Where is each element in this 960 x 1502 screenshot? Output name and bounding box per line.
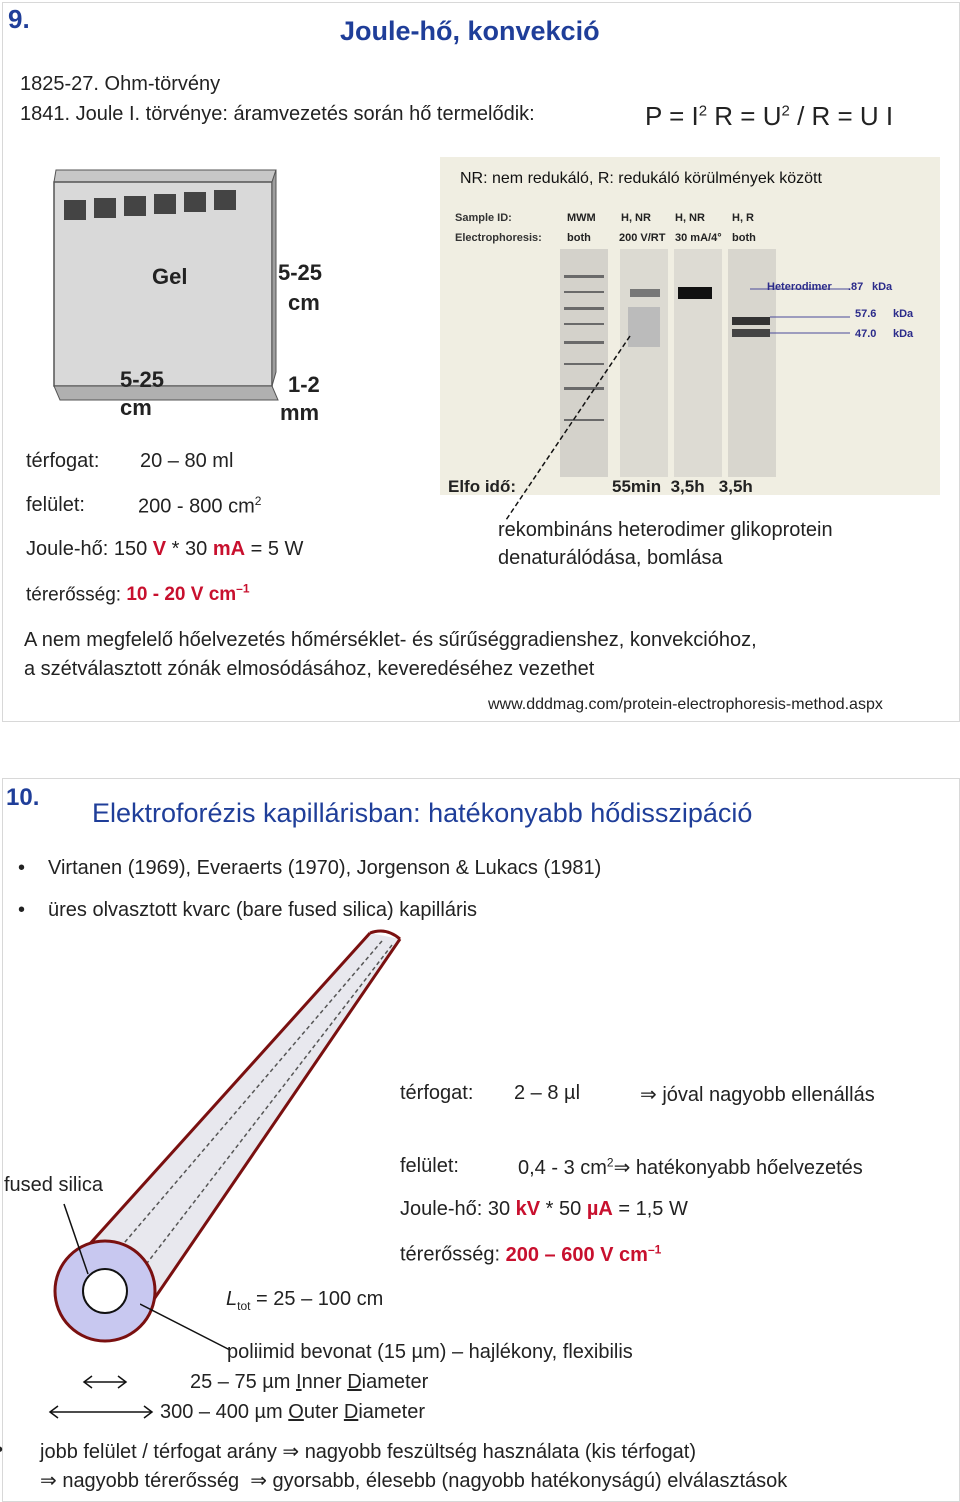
- joule-label: Joule-hő:: [26, 538, 109, 560]
- joule-part: 150: [108, 538, 153, 560]
- inner-diameter: [190, 1371, 428, 1394]
- lane-header-3b: 30 mA/4°: [675, 232, 722, 244]
- svg-text:cm: cm: [120, 395, 152, 420]
- svg-text:1-2: 1-2: [288, 372, 320, 397]
- lane-header-1b: both: [567, 232, 591, 244]
- formula-sup: 2: [698, 102, 708, 120]
- kda-unit-1: kDa: [872, 281, 893, 293]
- slide-number: 9.: [8, 4, 30, 34]
- recomb-line-1: rekombináns heterodimer glikoprotein: [498, 519, 833, 541]
- id-part: I: [296, 1371, 302, 1393]
- field-sup: –1: [236, 582, 250, 596]
- fused-silica-pointer: [60, 1200, 120, 1280]
- bullet-1: [48, 857, 601, 880]
- paragraph-line-2: a szétválasztott zónák elmosódásához, keveredéséhez vezethet: [24, 658, 595, 680]
- ltot: [226, 1288, 383, 1313]
- cap-field-sup: –1: [647, 1242, 662, 1256]
- conclusion-2: ⇒ nagyobb térerősség ⇒ gyorsabb, élesebb (nagyobb hatékonyságú) elválasztások: [40, 1470, 788, 1492]
- formula-sup: 2: [781, 102, 790, 120]
- cap-surface: [518, 1155, 863, 1180]
- formula-part: / R = U I: [789, 101, 894, 131]
- history-line-1: 1825-27. Ohm-törvény: [20, 73, 221, 95]
- cap-surface-value: 0,4 - 3 cm: [518, 1157, 607, 1179]
- cap-joule-ua: µA: [586, 1198, 613, 1220]
- field-strength: [26, 582, 250, 606]
- conclusion-1: [40, 1439, 696, 1464]
- joule-unit-v: V: [152, 538, 167, 560]
- od-part: uter: [303, 1401, 344, 1423]
- od-part: O: [288, 1401, 304, 1423]
- joule-unit-ma: mA: [212, 538, 246, 560]
- cap-field: [400, 1242, 661, 1267]
- fused-silica-label: fused silica: [4, 1174, 103, 1196]
- id-part: 25 – 75 µm: [190, 1371, 297, 1393]
- formula-part: R = U: [707, 101, 782, 131]
- bullet-text: Virtanen (1969), Everaerts (1970), Jorgenson & Lukacs (1981): [48, 857, 602, 879]
- volume-value: 20 – 80 ml: [140, 450, 234, 472]
- pointer-line: [500, 330, 650, 530]
- cap-volume-label: térfogat:: [400, 1082, 474, 1104]
- lane-header-3: H, NR: [675, 212, 705, 224]
- id-part: D: [347, 1371, 362, 1393]
- cap-joule-kv: kV: [515, 1198, 541, 1220]
- coating-text: poliimid bevonat (15 µm) – hajlékony, flexibilis: [227, 1341, 633, 1363]
- lane-header-4: H, R: [732, 212, 754, 224]
- slide-title: Elektroforézis kapillárisban: hatékonyabb hődisszipáció: [92, 798, 753, 828]
- svg-text:5-25: 5-25: [120, 367, 165, 392]
- cap-joule-part: 30: [487, 1198, 516, 1220]
- cap-field-number: 200 – 600 V cm: [505, 1243, 648, 1266]
- cap-joule: [400, 1198, 688, 1221]
- bullet-text: üres olvasztott kvarc (bare fused silica) kapilláris: [48, 899, 478, 921]
- kda-value-1: .87: [848, 281, 864, 293]
- cap-field-label: térerősség:: [400, 1243, 501, 1266]
- kda-value-2: 57.6: [855, 308, 877, 320]
- cap-surface-result: hatékonyabb hőelvezetés: [630, 1157, 863, 1179]
- svg-text:5-25: 5-25: [278, 260, 323, 285]
- cap-joule-label: Joule-hő:: [400, 1198, 483, 1220]
- id-part: iameter: [361, 1371, 429, 1393]
- ltot-symbol: L: [226, 1288, 238, 1310]
- cap-joule-part: * 50: [540, 1198, 587, 1220]
- lane-header-4b: both: [732, 232, 756, 244]
- slide-title: Joule-hő, konvekció: [340, 16, 600, 46]
- joule-heat: [26, 538, 303, 561]
- paragraph-line-1: A nem megfelelő hőelvezetés hőmérséklet- és sűrűséggradienshez, konvekcióhoz,: [24, 629, 757, 651]
- od-part: 300 – 400 µm: [160, 1401, 289, 1423]
- sample-id-label: Sample ID:: [455, 212, 512, 224]
- joule-part: = 5 W: [245, 538, 304, 560]
- conclusion-text: jobb felület / térfogat arány ⇒ nagyobb feszültség használata (kis térfogat): [40, 1441, 697, 1463]
- joule-part: * 30: [166, 538, 213, 560]
- cap-volume-result: [640, 1082, 875, 1107]
- source-url[interactable]: www.dddmag.com/protein-electrophoresis-method.aspx: [488, 696, 883, 713]
- ltot-value: = 25 – 100 cm: [250, 1288, 384, 1310]
- volume-label: térfogat:: [26, 450, 100, 472]
- history-line-2: 1841. Joule I. törvénye: áramvezetés során hő termelődik:: [20, 103, 535, 125]
- kda-value-3: 47.0: [855, 328, 877, 340]
- cap-volume-result-text: jóval nagyobb ellenállás: [656, 1084, 875, 1106]
- od-arrow: [46, 1402, 156, 1422]
- elfo-time-label: Elfo idő:: [448, 477, 516, 496]
- ltot-sub: tot: [237, 1299, 251, 1313]
- cap-surface-label: felület:: [400, 1155, 459, 1177]
- cap-field-value: [506, 1244, 662, 1266]
- svg-text:cm: cm: [288, 290, 320, 315]
- implies-icon: ⇒: [640, 1084, 657, 1106]
- implies-icon: ⇒: [613, 1157, 631, 1179]
- kda-unit-2: kDa: [893, 308, 914, 320]
- svg-text:mm: mm: [280, 400, 320, 425]
- cap-joule-part: = 1,5 W: [612, 1198, 688, 1220]
- elfo-times: 55min 3,5h 3,5h: [612, 477, 753, 496]
- cap-volume-value: 2 – 8 µl: [514, 1082, 581, 1104]
- cap-surface-sup: 2: [606, 1155, 614, 1170]
- field-label: térerősség:: [26, 584, 122, 606]
- lane-header-2: H, NR: [621, 212, 651, 224]
- coating-pointer: [140, 1300, 240, 1360]
- slide-number: 10.: [6, 784, 40, 811]
- surface-number: 200 - 800 cm: [138, 495, 255, 518]
- od-part: iameter: [358, 1401, 426, 1423]
- image-caption: NR: nem redukáló, R: redukáló körülmények között: [460, 170, 822, 187]
- surface-label: felület:: [26, 494, 85, 516]
- joule-formula: [645, 101, 893, 132]
- od-part: D: [343, 1401, 359, 1423]
- electrophoresis-label: Electrophoresis:: [455, 232, 542, 244]
- heterodimer-label: Heterodimer: [767, 281, 832, 293]
- svg-text:Gel: Gel: [152, 264, 188, 289]
- recomb-line-2: denaturálódása, bomlása: [498, 547, 723, 569]
- lane-header-1: MWM: [567, 212, 596, 224]
- lane-header-2b: 200 V/RT: [619, 232, 666, 244]
- field-number: 10 - 20 V cm: [126, 584, 237, 606]
- surface-value: [138, 494, 261, 519]
- field-value: [126, 584, 249, 605]
- outer-diameter: [160, 1401, 425, 1424]
- formula-part: P = I: [645, 101, 699, 131]
- id-part: nner: [301, 1371, 348, 1393]
- gel-slab-illustration: [20, 150, 340, 430]
- kda-unit-3: kDa: [893, 328, 914, 340]
- bullet-2: [48, 899, 477, 922]
- id-arrow: [80, 1372, 130, 1392]
- surface-sup: 2: [254, 494, 262, 508]
